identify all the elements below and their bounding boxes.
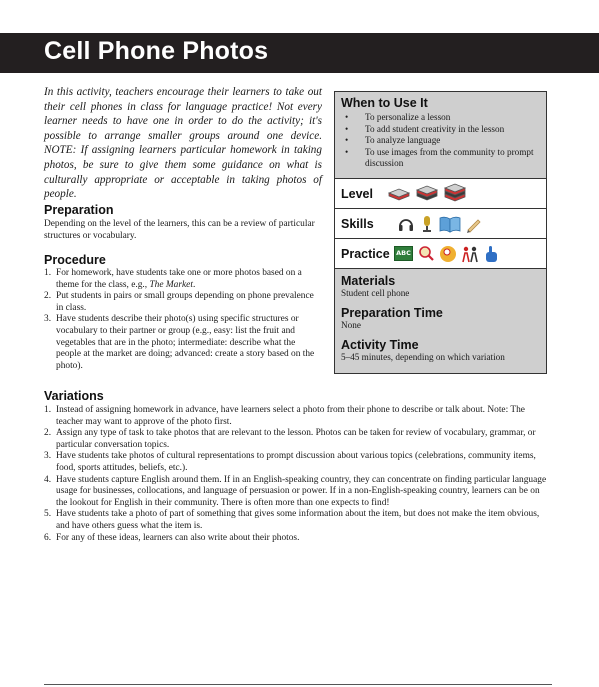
headphones-icon [397,215,415,233]
when-heading: When to Use It [341,96,428,110]
list-item [341,135,540,147]
item-text: Have students take a photo of part of something that gives some information about the item, but does not make the item obvious, and have others guess what the item is. [56,509,540,531]
item-number: 4. [44,474,52,485]
item-text: To analyze language [365,135,441,146]
magnifier-icon [417,245,435,263]
item-number: 1. [44,268,52,278]
book-level-3-icon [443,183,467,205]
item-number: 1. [44,405,52,415]
procedure-heading: Procedure [44,253,106,267]
item-text: Have students take photos of cultural representations to prompt discussion about various topics (celebrations, community items, food, sports attitudes, beliefs, etc.). [56,451,536,473]
microphone-icon [419,215,435,233]
materials-heading: Materials [341,274,396,288]
list-item [44,509,552,532]
open-book-icon [439,215,461,233]
prep-time-text: None [341,320,361,330]
list-item [44,314,322,372]
activity-time-heading: Activity Time [341,338,419,352]
pointing-hand-icon [483,245,499,263]
page-title: Cell Phone Photos [44,37,269,65]
footer-divider [44,684,552,685]
item-number: 5. [44,509,52,520]
bullet-icon: • [345,146,349,157]
materials-box [334,269,547,374]
list-item [341,112,540,124]
info-sidebar [334,91,547,374]
abc-block-icon: ABC [394,246,413,261]
bullet-icon: • [345,135,349,146]
list-item [341,147,540,170]
prep-time-heading: Preparation Time [341,306,443,320]
pencil-icon [465,215,483,233]
head-gears-icon [439,245,457,263]
practice-label: Practice [341,246,390,261]
people-icon [461,245,479,263]
item-text [56,268,322,291]
intro-paragraph: In this activity, teachers encourage their learners to take out their cell phones in class for language practice! Not every learner needs to have one in order to do the activity; it's possible to arrange smaller groups around one device. NOTE: If assigning learners particular homework in taking photos, be sure to give them some guidance on what is culturally appropriate or acceptable in taking photos of people. [44,86,322,201]
variations-heading: Variations [44,389,104,403]
item-text: For any of these ideas, learners can also write about their photos. [56,532,300,543]
title-bar [0,33,599,73]
practice-row [334,239,547,269]
item-text: Have students capture English around them. If in an English-speaking country, they can concentrate on finding particular language usage for businesses, collocations, and language of persuasion or power. If in a non-English-speaking country, learners can be on the lookout for English in their community. There is often more than one expects to find! [56,474,547,508]
level-label: Level [341,186,373,201]
preparation-heading: Preparation [44,203,114,217]
item-text: To add student creativity in the lesson [365,123,505,134]
item-text: Have students describe their photo(s) using specific structures or vocabulary to their partner or group (e.g., easy: list the fruit and vegetables that are in the photo; intermediate: describe what the people at the market are doing; advanced: create a story based on the photo). [56,314,315,371]
item-number: 3. [44,314,52,325]
item-text: To personalize a lesson [365,112,451,122]
materials-text: Student cell phone [341,288,410,298]
item-number: 3. [44,451,52,462]
list-item [44,533,552,545]
when-list [341,112,540,170]
item-number: 2. [44,428,52,439]
skills-row [334,209,547,239]
preparation-text: Depending on the level of the learners, this can be a review of particular structures or vocabulary. [44,219,315,241]
list-item [44,405,552,428]
level-row [334,179,547,209]
bullet-icon: • [345,112,349,122]
item-text: Assign any type of task to take photos that are relevant to the lesson. Photos can be taken for review of vocabulary, grammar, or particular conversation topics. [56,428,536,450]
list-item [44,475,552,510]
bullet-icon: • [345,123,349,134]
item-number: 2. [44,291,52,302]
activity-time-text: 5–45 minutes, depending on which variation [341,352,505,362]
item-text-italic: The Market [149,279,193,290]
list-item [44,268,322,291]
procedure-list [44,268,322,372]
item-text: To use images from the community to prompt discussion [365,146,534,169]
book-level-2-icon [415,185,439,203]
variations-list [44,405,552,544]
list-item [341,124,540,136]
book-level-1-icon [387,187,411,201]
list-item [44,428,552,451]
item-text-main: For homework, have students take one or more photos based on a theme for the class, e.g., [56,268,302,290]
skills-label: Skills [341,216,374,231]
when-to-use-box [334,91,547,179]
item-text: Put students in pairs or small groups depending on phone prevalence in class. [56,291,314,313]
item-text: Instead of assigning homework in advance, have learners select a photo from their phone to describe or talk about. Note: The teacher may want to approve of the photo first. [56,405,525,427]
list-item [44,291,322,314]
item-text-after: . [192,279,196,290]
list-item [44,451,552,474]
item-number: 6. [44,532,52,543]
